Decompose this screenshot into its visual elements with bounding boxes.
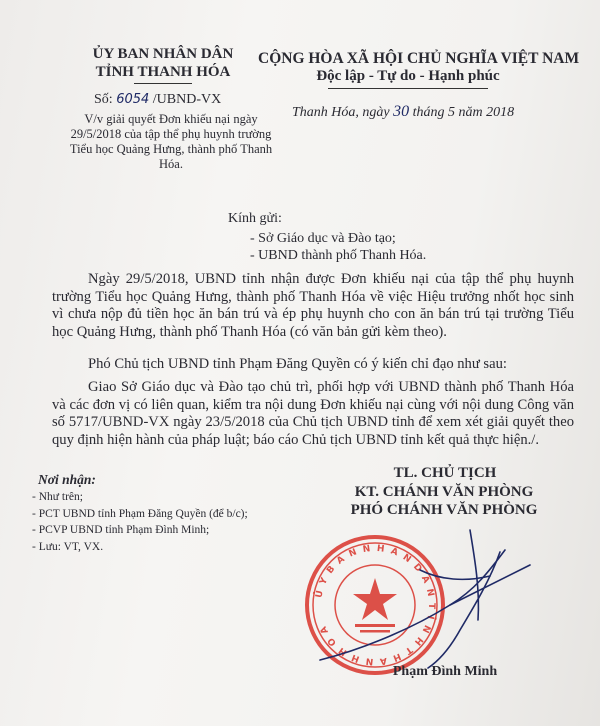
place-label: Thanh Hóa, ngày [292,105,390,120]
handwritten-signature-icon [300,510,560,680]
agency-province: TỈNH THANH HÓA [95,64,231,80]
subject-line: V/v giải quyết Đơn khiếu nại ngày 29/5/2018 của tập thể phụ huynh trường Tiểu học Quảng Hưng, thành phố Thanh Hóa. [69,112,273,171]
national-motto: Độc lập - Tự do - Hạnh phúc [316,68,500,84]
cc-item: - PCT UBND tỉnh Phạm Đăng Quyền (để b/c); [32,508,248,520]
doc-number-handwritten: 6054 [116,92,150,107]
body-paragraph: Giao Sở Giáo dục và Đào tạo chủ trì, phối hợp với UBND thành phố Thanh Hóa và các đơn vị có liên quan, kiểm tra nội dung Đơn khiếu nại cùng với nội dung Công văn số 5717/UBND-VX ngày 23/5/2018 của Chủ tịch UBND tỉnh để xem xét giải quyết theo quy định hiện hành của pháp luật; báo cáo Chủ tịch UBND tỉnh kết quả thực hiện./. [52,379,574,448]
body-paragraph: Ngày 29/5/2018, UBND tỉnh nhận được Đơn khiếu nại của tập thể phụ huynh trường Tiểu học Quảng Hưng, thành phố Thanh Hóa về việc Hiệu trưởng nhốt học sinh vì chưa nộp đủ tiền học ăn bán trú và ép phụ huynh cho con ăn bán trú tại trường Tiểu học Quảng Hưng, thành phố Thanh Hóa (có văn bản gửi kèm theo). [52,271,574,340]
recipient-item: - Sở Giáo dục và Đào tạo; [250,231,396,246]
doc-number-label: Số: [94,92,113,107]
place-and-date [292,103,514,121]
signer-name: Phạm Đình Minh [392,664,498,679]
motto-underline [328,88,488,89]
agency-name: ỦY BAN NHÂN DÂN [92,46,234,62]
document-number [94,92,221,108]
recipient-item: - UBND thành phố Thanh Hóa. [250,248,427,263]
date-rest: tháng 5 năm 2018 [412,105,515,120]
doc-number-suffix: /UBND-VX [152,92,222,107]
cc-item: - Như trên; [32,491,83,503]
national-title: CỘNG HÒA XÃ HỘI CHỦ NGHĨA VIỆT NAM [258,50,580,67]
cc-item: - Lưu: VT, VX. [32,541,104,553]
recipients-greeting: Kính gửi: [228,211,282,226]
signature-title-2: KT. CHÁNH VĂN PHÒNG [354,484,534,500]
agency-underline [134,83,192,84]
date-day: 30 [393,103,410,120]
cc-title: Nơi nhận: [38,472,96,487]
svg-text:Ủ Y B A N N H Â N D Â N T: Ủ Y B A N N H Â N D Â N T Ỉ N H T H A N H H Ó A [314,543,437,667]
signature-title-3: PHÓ CHÁNH VĂN PHÒNG [350,502,538,518]
signature-title-1: TL. CHỦ TỊCH [393,465,497,481]
body-paragraph: Phó Chủ tịch UBND tỉnh Phạm Đăng Quyền có ý kiến chỉ đạo như sau: [88,356,507,372]
cc-item: - PCVP UBND tỉnh Phạm Đình Minh; [32,524,210,536]
